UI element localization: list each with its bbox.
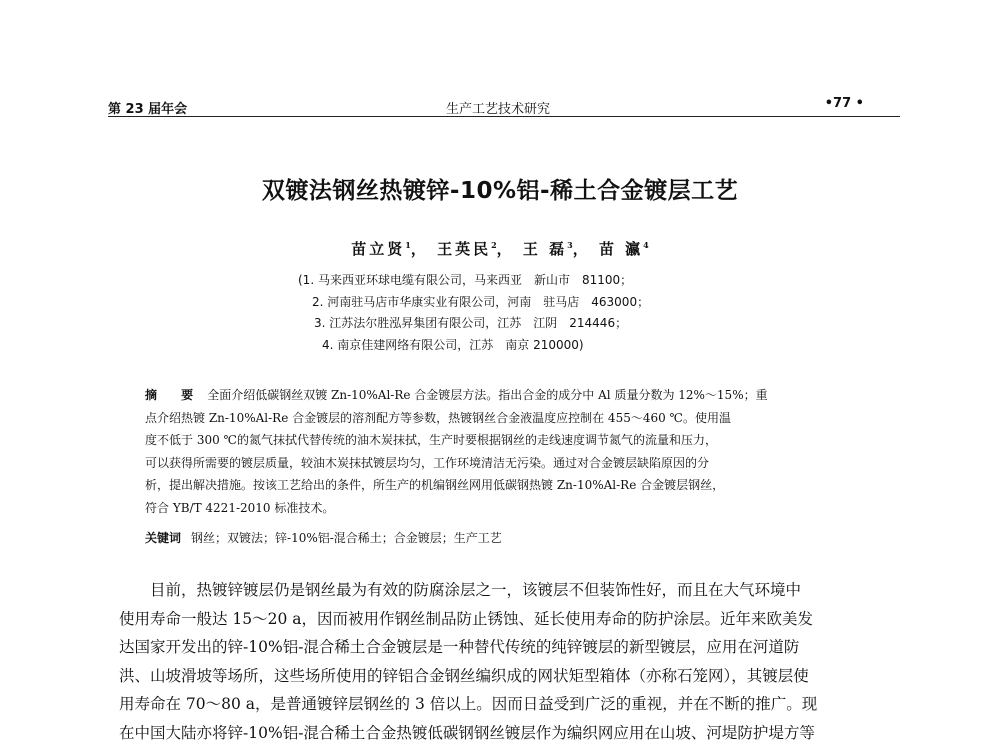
author-name: 苗 瀛 [599, 240, 643, 258]
affiliation-line: 3. 江苏法尔胜泓昇集团有限公司，江苏 江阴 214446； [260, 313, 780, 335]
keywords-text: 钢丝；双镀法；锌-10%铝-混合稀土；合金镀层；生产工艺 [191, 531, 502, 545]
affiliation-line: 2. 河南驻马店市华康实业有限公司，河南 驻马店 463000； [260, 292, 780, 314]
body-line: 洪、山坡滑坡等场所，这些场所使用的锌铝合金钢丝编织成的网状矩型箱体（亦称石笼网），其镀层使 [119, 662, 899, 691]
body-line: 在中国大陆亦将锌-10%铝-混合稀土合金热镀低碳钢钢丝镀层作为编织网应用在山坡、河堤防护堤方等 [119, 719, 899, 747]
running-header [108, 96, 900, 118]
body-line: 用寿命在 70～80 a，是普通镀锌层钢丝的 3 倍以上。因而日益受到广泛的重视，并在不断的推广。现 [119, 690, 899, 719]
keywords [145, 529, 865, 546]
author-affiliation-mark: 3 [567, 240, 573, 250]
abstract-text: 全面介绍低碳钢丝双镀 Zn-10%Al-Re 合金镀层方法。指出合金的成分中 Al 质量分数为 12%～15%；重 [207, 388, 767, 402]
author-affiliation-mark: 4 [643, 240, 649, 250]
abstract-line: 点介绍热镀 Zn-10%Al-Re 合金镀层的溶剂配方等参数，热镀钢丝合金液温度应控制在 455～460 ℃。使用温 [145, 407, 865, 430]
abstract-line: 可以获得所需要的镀层质量，较油木炭抹拭镀层均匀，工作环境清洁无污染。通过对合金镀层缺陷原因的分 [145, 452, 865, 475]
author-name: 王 磊 [523, 240, 567, 258]
header-page-number: •77 • [825, 96, 864, 111]
abstract-line: 符合 YB/T 4221-2010 标准技术。 [145, 497, 865, 520]
header-section: 生产工艺技术研究 [446, 98, 550, 117]
affiliation-list [260, 270, 780, 356]
author-affiliation-mark: 1 [405, 240, 411, 250]
author-name: 王英民 [437, 240, 491, 258]
body-paragraph [119, 576, 899, 747]
body-line: 达国家开发出的锌-10%铝-混合稀土合金镀层是一种替代传统的纯锌镀层的新型镀层，应用在河道防 [119, 633, 899, 662]
keywords-label: 关键词 [145, 531, 181, 545]
author-name: 苗立贤 [351, 240, 405, 258]
header-rule [108, 116, 900, 117]
abstract-line [145, 384, 865, 407]
affiliation-line: 4. 南京佳建网络有限公司，江苏 南京 210000) [260, 335, 780, 357]
paper-title: 双镀法钢丝热镀锌-10%铝-稀土合金镀层工艺 [0, 172, 1000, 205]
body-line: 目前，热镀锌镀层仍是钢丝最为有效的防腐涂层之一，该镀层不但装饰性好，而且在大气环境中 [119, 576, 899, 605]
body-line: 使用寿命一般达 15～20 a，因而被用作钢丝制品防止锈蚀、延长使用寿命的防护涂层。近年来欧美发 [119, 605, 899, 634]
abstract-line: 析，提出解决措施。按该工艺给出的条件，所生产的机编钢丝网用低碳钢热镀 Zn-10%Al-Re 合金镀层钢丝， [145, 474, 865, 497]
header-conference: 第 23 届年会 [108, 98, 187, 117]
author-list: 苗立贤$^1$， 王英民$^2$， 王 磊$^3$， 苗 瀛$^4$ [0, 238, 1000, 259]
abstract [145, 384, 865, 520]
author-affiliation-mark: 2 [491, 240, 497, 250]
abstract-label: 摘 要 [145, 388, 203, 402]
affiliation-line: (1. 马来西亚环球电缆有限公司，马来西亚 新山市 81100； [260, 270, 780, 292]
abstract-line: 度不低于 300 ℃的氮气抹拭代替传统的油木炭抹拭，生产时要根据钢丝的走线速度调节氮气的流量和压力， [145, 429, 865, 452]
